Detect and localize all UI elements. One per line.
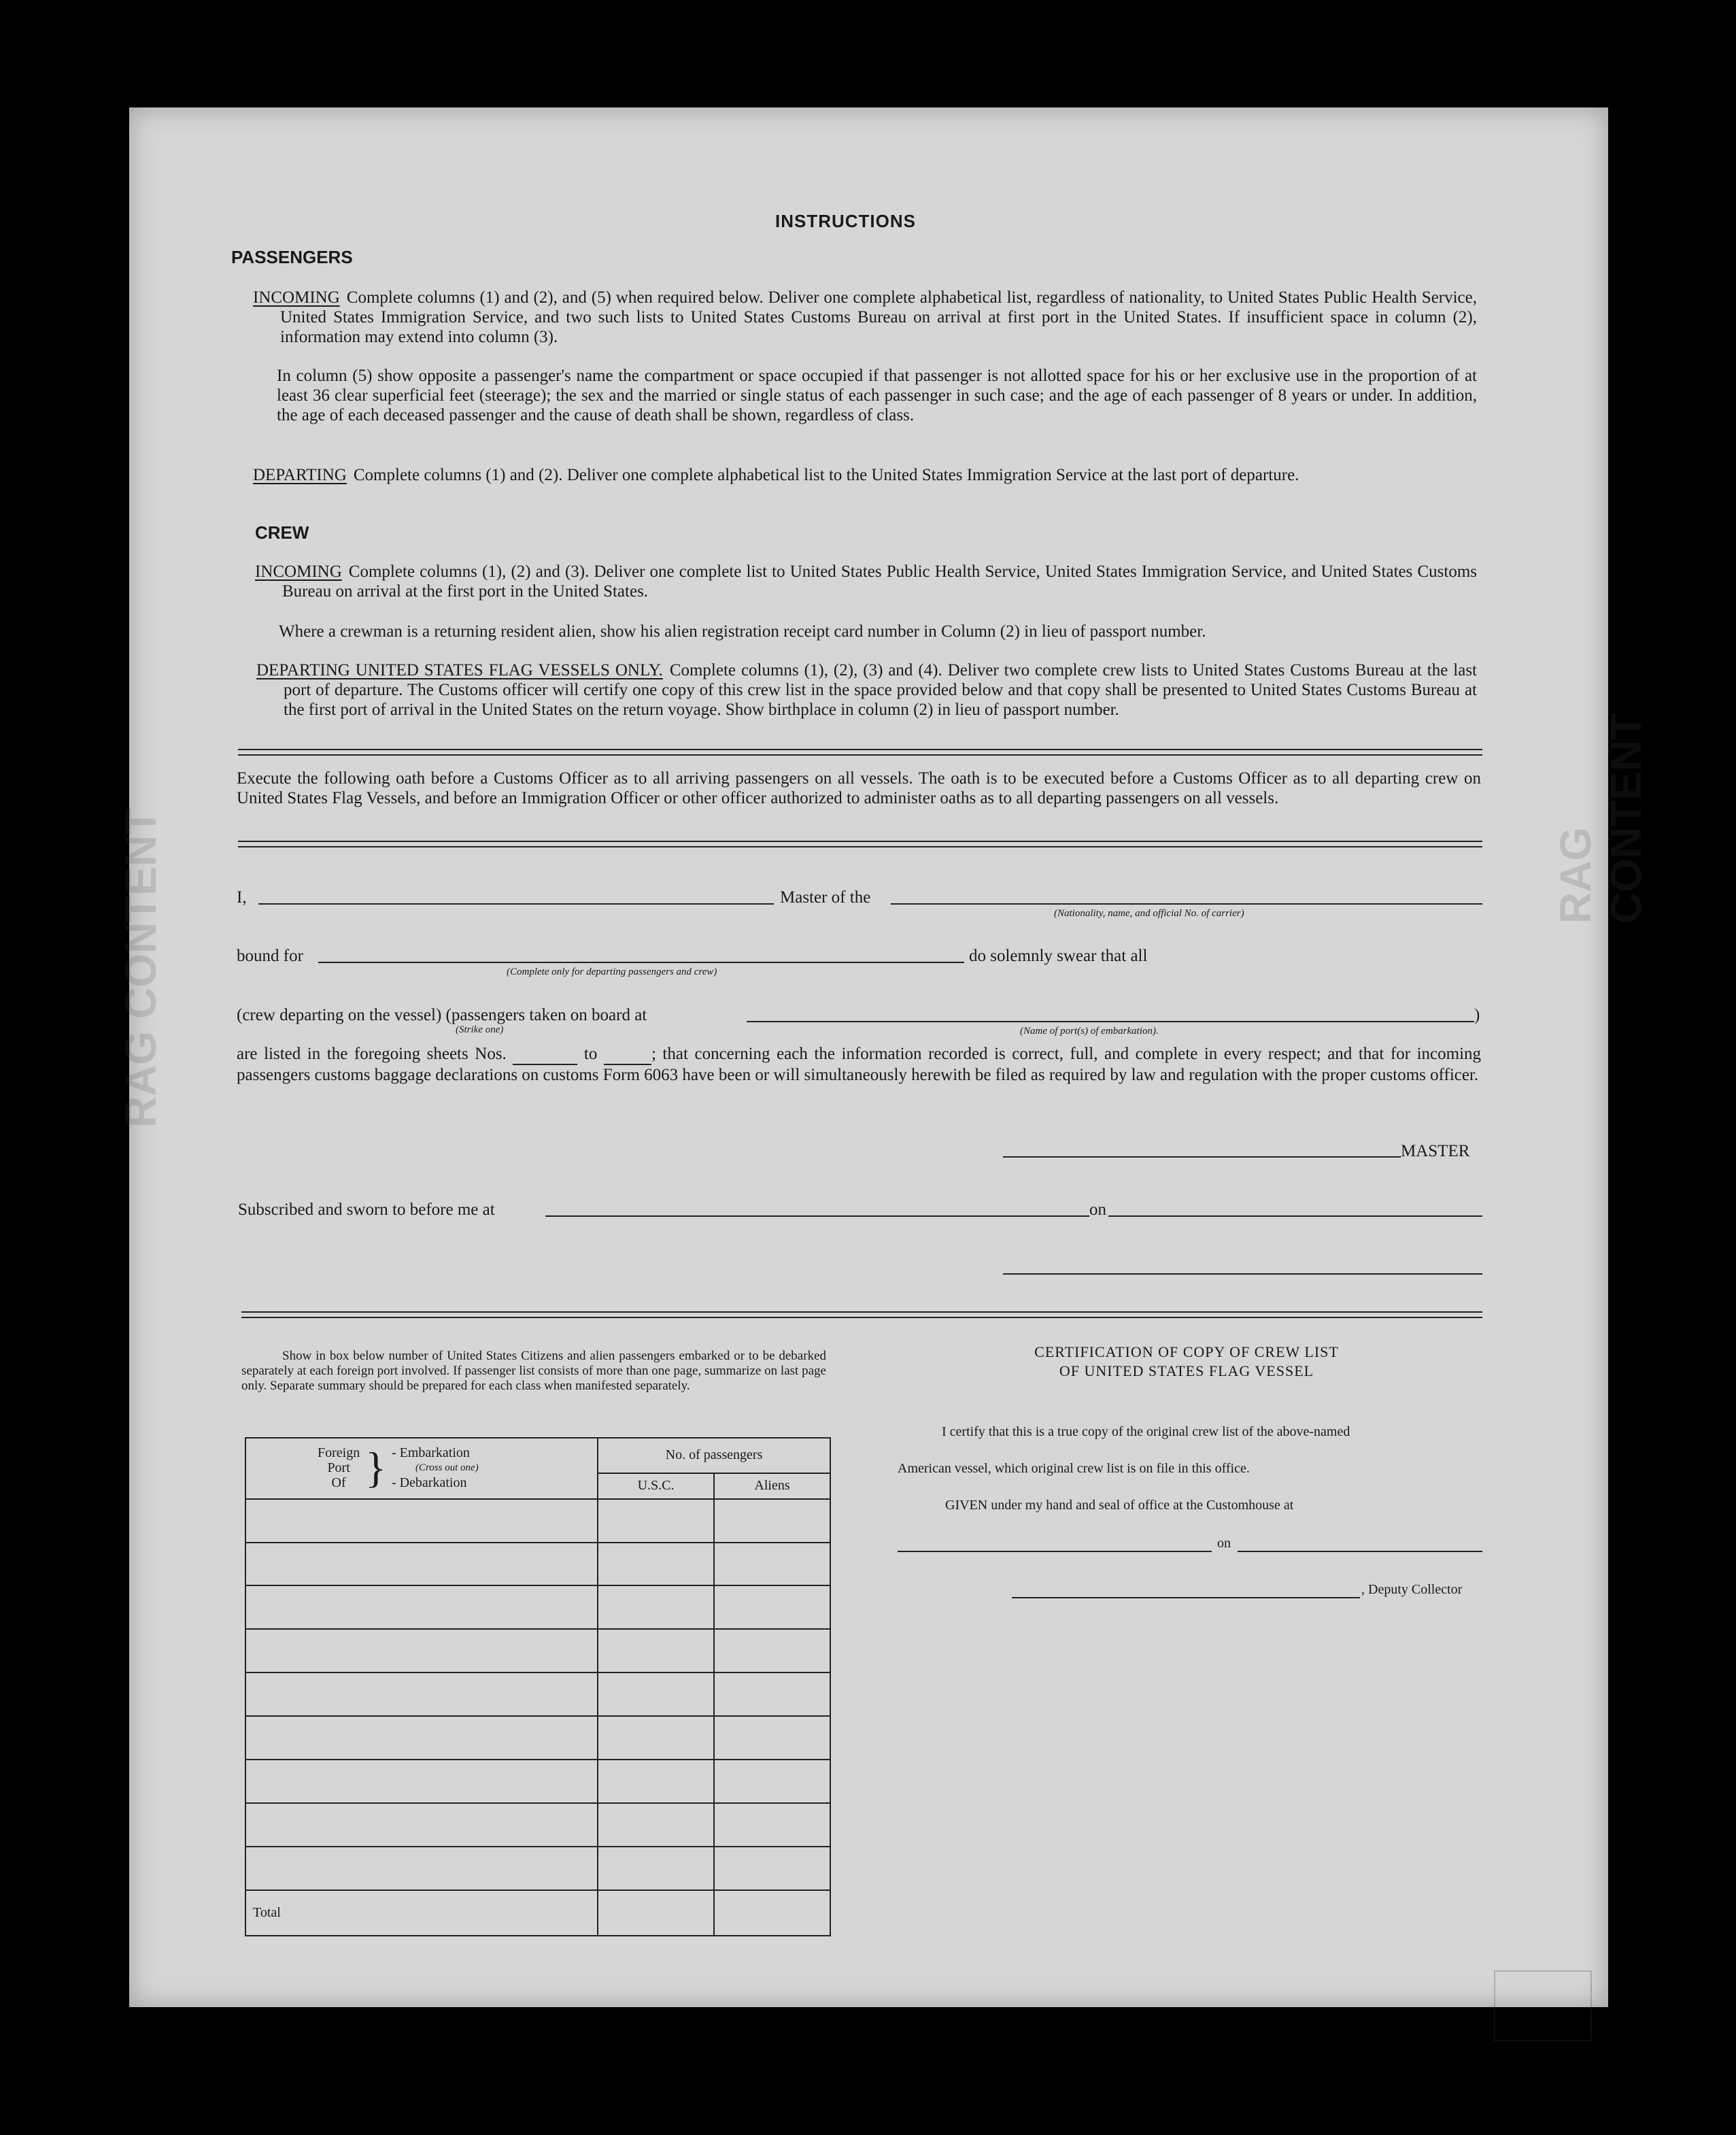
deputy-collector-signature[interactable] xyxy=(1012,1597,1360,1598)
officer-signature-field[interactable] xyxy=(1003,1273,1482,1275)
oath-i: I, xyxy=(237,888,247,907)
double-rule-1 xyxy=(238,749,1482,756)
crew-incoming-label: INCOMING xyxy=(255,562,342,581)
summary-cell[interactable] xyxy=(245,1716,598,1760)
summary-cell[interactable] xyxy=(245,1629,598,1672)
total-usc-cell[interactable] xyxy=(598,1890,714,1936)
summary-cell[interactable] xyxy=(598,1543,714,1586)
summary-cell[interactable] xyxy=(714,1672,830,1716)
summary-cell[interactable] xyxy=(598,1629,714,1672)
summary-cell[interactable] xyxy=(714,1803,830,1847)
no-of-passengers-header: No. of passengers xyxy=(598,1438,830,1473)
crew-departing-label: DEPARTING UNITED STATES FLAG VESSELS ONLY. xyxy=(256,661,663,679)
crew-resident-alien: Where a crewman is a returning resident alien, show his alien registration receipt card number in Column (2) in lieu of passport number. xyxy=(279,622,1206,641)
oath-crew-departing: (crew departing on the vessel) (passengers taken on board at xyxy=(237,1006,647,1024)
certify-line-1: I certify that this is a true copy of the original crew list of the above-named xyxy=(942,1424,1350,1439)
summary-cell[interactable] xyxy=(598,1760,714,1803)
carrier-field[interactable] xyxy=(891,903,1482,905)
summary-cell[interactable] xyxy=(245,1672,598,1716)
total-label: Total xyxy=(253,1904,281,1920)
oath-swear: do solemnly swear that all xyxy=(969,947,1148,965)
certify-on: on xyxy=(1217,1536,1231,1551)
oath-master-of-the: Master of the xyxy=(780,888,871,907)
summary-cell[interactable] xyxy=(714,1847,830,1890)
oath-intro-text: Execute the following oath before a Customs Officer as to all arriving passengers on all vessels. The oath is to be executed before a Customs Officer as to all departing crew on United States Flag Vessels, and before an Immigration Officer or other officer authorized to administer oaths as to all departing passengers on all vessels. xyxy=(237,769,1481,807)
document-page xyxy=(116,107,1650,2007)
certify-given: GIVEN under my hand and seal of office at the Customhouse at xyxy=(945,1498,1294,1513)
sheet-from-field[interactable] xyxy=(513,1044,577,1065)
strike-one-caption: (Strike one) xyxy=(456,1024,504,1035)
brace-icon: } xyxy=(365,1443,386,1492)
summary-cell[interactable] xyxy=(714,1585,830,1629)
master-signature-field[interactable] xyxy=(1003,1156,1401,1158)
summary-cell[interactable] xyxy=(598,1499,714,1543)
oath-listed: are listed in the foregoing sheets Nos. to ; that concerning each the information recorded is correct, full, and complete in every respect; and that for incoming passengers customs baggage declarations on customs Form 6063 have been or will simultaneously herewith be filed as required by law and regulation with the proper customs officer. xyxy=(237,1045,1482,1084)
sheet-to-field[interactable] xyxy=(604,1044,651,1065)
passengers-departing: DEPARTING Complete columns (1) and (2). Deliver one complete alphabetical list to the United States Immigration Service at the last port of departure. xyxy=(253,466,1299,484)
deputy-collector-label: , Deputy Collector xyxy=(1361,1582,1463,1597)
oath-master-label: MASTER xyxy=(1401,1142,1470,1160)
summary-cell[interactable] xyxy=(245,1499,598,1543)
summary-cell[interactable] xyxy=(598,1847,714,1890)
summary-cell[interactable] xyxy=(598,1585,714,1629)
passengers-heading: PASSENGERS xyxy=(231,247,353,267)
watermark-left: RAG CONTENT xyxy=(116,808,165,1128)
carrier-caption: (Nationality, name, and official No. of carrier) xyxy=(1054,908,1244,919)
subscribed-date-field[interactable] xyxy=(1108,1215,1482,1217)
foreign-port-header: Foreign Port Of } - Embarkation (Cross out one) - Debarkation xyxy=(245,1438,598,1499)
summary-intro: Show in box below number of United States Citizens and alien passengers embarked or to be debarked separately at each foreign port involved. If passenger list consists of more than one page, summarize on last page only. Separate summary should be prepared for each class when manifested separately. xyxy=(241,1349,826,1393)
summary-cell[interactable] xyxy=(245,1847,598,1890)
summary-cell[interactable] xyxy=(245,1585,598,1629)
summary-cell[interactable] xyxy=(598,1716,714,1760)
summary-cell[interactable] xyxy=(714,1499,830,1543)
passengers-incoming: INCOMING Complete columns (1) and (2), and (5) when required below. Deliver one complete alphabetical list, regardless of nationality, to United States Public Health Service, United States Immigration Service, and two such lists to United States Customs Bureau on arrival at first port in the United States. If insufficient space in column (2), information may extend into column (3). xyxy=(253,288,1477,346)
double-rule-2 xyxy=(238,841,1482,847)
watermark-right: RAG CONTENT xyxy=(1551,713,1650,924)
summary-cell[interactable] xyxy=(245,1543,598,1586)
certify-line-2: American vessel, which original crew list is on file in this office. xyxy=(898,1461,1250,1476)
passengers-column5: In column (5) show opposite a passenger's name the compartment or space occupied if that passenger is not allotted space for his or her exclusive use in the proportion of at least 36 clear superficial feet (steerage); the sex and the married or single status of each passenger in such case; and the age of each passenger of 8 years or under. In addition, the age of each deceased passenger and the cause of death shall be shown, regardless of class. xyxy=(277,367,1477,424)
summary-cell[interactable] xyxy=(598,1672,714,1716)
bound-for-field[interactable] xyxy=(318,962,964,963)
certify-date-field[interactable] xyxy=(1238,1551,1482,1552)
summary-cell[interactable] xyxy=(714,1629,830,1672)
usc-header: U.S.C. xyxy=(598,1473,714,1499)
summary-cell[interactable] xyxy=(714,1716,830,1760)
passenger-summary-table xyxy=(245,1437,831,1936)
cross-out-caption: (Cross out one) xyxy=(415,1462,479,1473)
embarkation-label: - Embarkation xyxy=(391,1445,470,1460)
debarkation-label: - Debarkation xyxy=(391,1475,467,1490)
summary-cell[interactable] xyxy=(714,1760,830,1803)
oath-on: on xyxy=(1089,1200,1106,1219)
crew-heading: CREW xyxy=(255,522,309,543)
master-name-field[interactable] xyxy=(258,903,774,905)
summary-cell[interactable] xyxy=(598,1803,714,1847)
corner-box xyxy=(1494,1970,1592,2041)
oath-close-paren: ) xyxy=(1474,1006,1480,1024)
certification-title: CERTIFICATION OF COPY OF CREW LIST OF UNITED STATES FLAG VESSEL xyxy=(1034,1343,1339,1379)
summary-cell[interactable] xyxy=(245,1760,598,1803)
summary-cell[interactable] xyxy=(714,1543,830,1586)
instructions-title: INSTRUCTIONS xyxy=(775,211,916,231)
crew-departing: DEPARTING UNITED STATES FLAG VESSELS ONLY. Complete columns (1), (2), (3) and (4). Deliver two complete crew lists to United States Customs Bureau at the last port of departure. The Customs officer will certify one copy of this crew list in the space provided below and that copy shall be presented to United States Customs Bureau at the first port of arrival in the United States on the return voyage. Show birthplace in column (2) in lieu of passport number. xyxy=(256,661,1477,719)
bound-for-caption: (Complete only for departing passengers and crew) xyxy=(507,966,717,977)
double-rule-3 xyxy=(241,1311,1482,1318)
crew-incoming: INCOMING Complete columns (1), (2) and (3). Deliver one complete list to United States Public Health Service, United States Immigration Service, and United States Customs Bureau on arrival at the first port in the United States. xyxy=(255,562,1477,601)
oath-bound-for: bound for xyxy=(237,947,303,965)
embarkation-port-field[interactable] xyxy=(747,1021,1474,1022)
summary-cell[interactable] xyxy=(245,1803,598,1847)
passengers-departing-label: DEPARTING xyxy=(253,466,347,484)
total-aliens-cell[interactable] xyxy=(714,1890,830,1936)
ports-caption: (Name of port(s) of embarkation). xyxy=(1020,1026,1159,1037)
oath-subscribed: Subscribed and sworn to before me at xyxy=(238,1200,495,1219)
subscribed-place-field[interactable] xyxy=(545,1215,1089,1217)
aliens-header: Aliens xyxy=(714,1473,830,1499)
passengers-incoming-label: INCOMING xyxy=(253,288,340,307)
customhouse-field[interactable] xyxy=(898,1551,1212,1552)
